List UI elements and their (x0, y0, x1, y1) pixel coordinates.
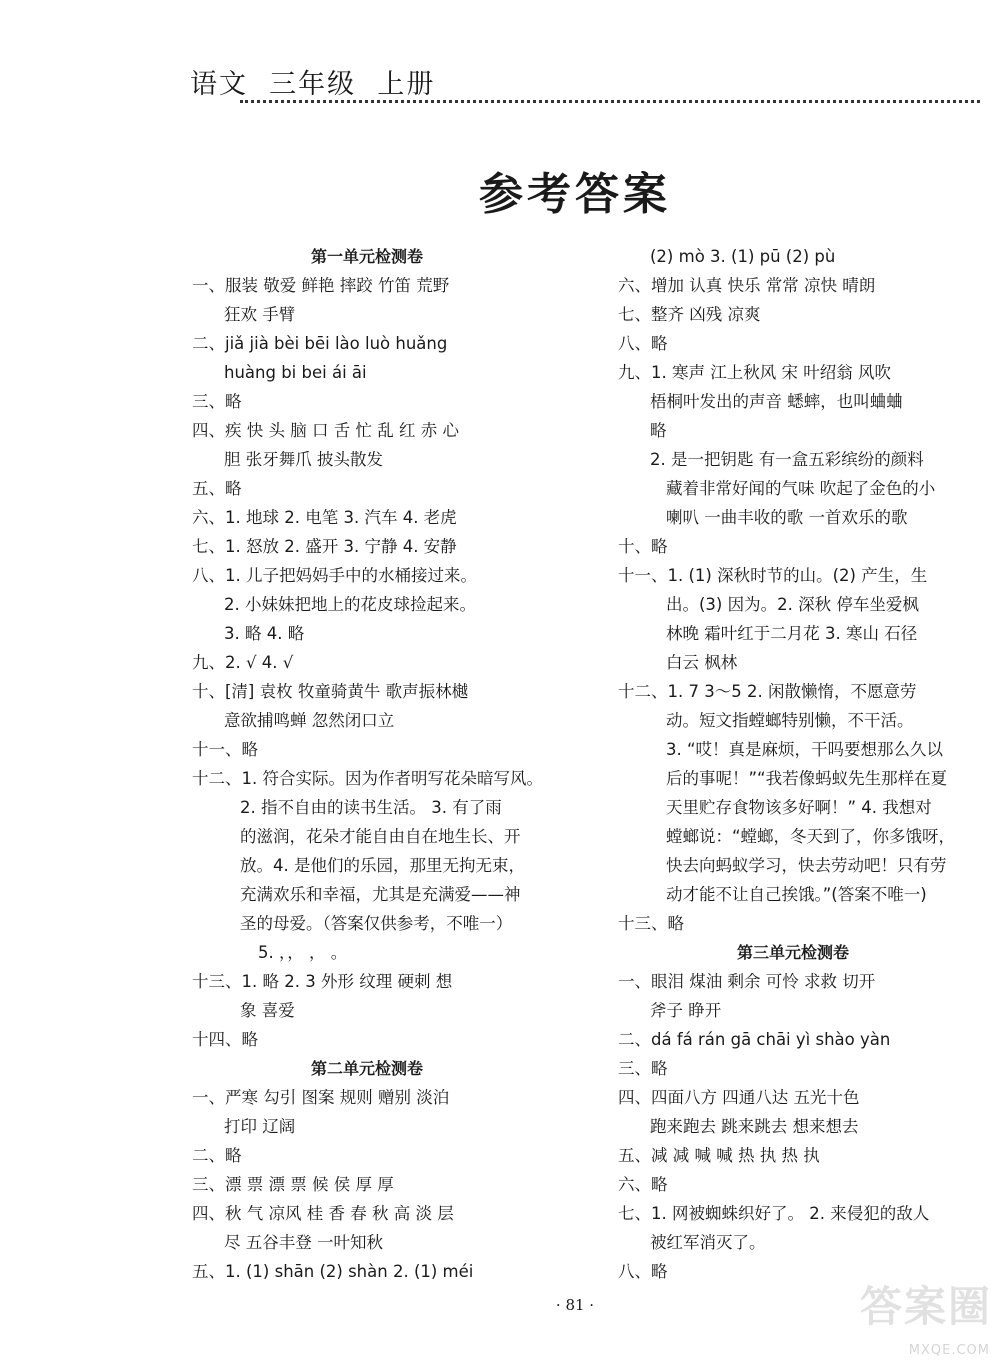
section-heading: 第三单元检测卷 (736, 943, 849, 962)
watermark-text: MXQE.COM (908, 1343, 990, 1358)
answer-line: 林晚 霜叶红于二月花 3. 寒山 石径 (666, 624, 918, 643)
answer-line: 二、略 (192, 1146, 242, 1165)
header-title: 语文 三年级 上册 (190, 69, 436, 100)
answer-line: 一、严寒 勾引 图案 规则 赠别 淡泊 (192, 1088, 450, 1107)
left-column (192, 242, 542, 1286)
right-column (618, 242, 968, 1286)
answer-line: 十二、1. 7 3～5 2. 闲散懒惰，不愿意劳 (618, 682, 917, 701)
answer-line: 十一、1. (1) 深秋时节的山。(2) 产生，生 (618, 566, 928, 585)
answer-line: 打印 辽阔 (224, 1117, 296, 1136)
answer-line: 圣的母爱。（答案仅供参考，不唯一） (240, 914, 513, 933)
answer-line: 十二、1. 符合实际。因为作者明写花朵暗写风。 (192, 769, 543, 788)
answer-line: 七、1. 网被蜘蛛织好了。 2. 来侵犯的敌人 (618, 1204, 930, 1223)
answer-line: 意欲捕鸣蝉 忽然闭口立 (224, 711, 395, 730)
answer-line: 四、四面八方 四通八达 五光十色 (618, 1088, 860, 1107)
answer-line: 天里贮存食物该多好啊！” 4. 我想对 (666, 798, 932, 817)
answer-line: 象 喜爱 (240, 1001, 295, 1020)
answer-line: 喇叭 一曲丰收的歌 一首欢乐的歌 (666, 508, 908, 527)
answer-line: 3. 略 4. 略 (224, 624, 305, 643)
answer-line: 放。4. 是他们的乐园，那里无拘无束， (240, 856, 525, 875)
answer-line: 动。短文指螳螂特别懒，不干活。 (666, 711, 914, 730)
answer-line: 十三、略 (618, 914, 684, 933)
answer-line: 二、jiǎ jià bèi bēi lào luò huǎng (192, 334, 448, 353)
answer-line: 快去向蚂蚁学习，快去劳动吧！只有劳 (666, 856, 947, 875)
answer-line: 三、略 (192, 392, 242, 411)
answer-line: 六、增加 认真 快乐 常常 凉快 晴朗 (618, 276, 876, 295)
answer-line: 2. 指不自由的读书生活。 3. 有了雨 (240, 798, 502, 817)
answer-line: 四、疾 快 头 脑 口 舌 忙 乱 红 赤 心 (192, 421, 459, 440)
answer-line: huàng bi bei ái āi (224, 363, 367, 382)
answer-line: 十三、1. 略 2. 3 外形 纹理 硬刺 想 (192, 972, 453, 991)
answer-line: 五、1. (1) shān (2) shàn 2. (1) méi (192, 1262, 474, 1281)
answer-line: 六、1. 地球 2. 电笔 3. 汽车 4. 老虎 (192, 508, 457, 527)
answer-line: 五、略 (192, 479, 242, 498)
answer-line: (2) mò 3. (1) pū (2) pù (650, 247, 836, 266)
watermark (812, 1272, 992, 1360)
answer-line: 跑来跑去 跳来跳去 想来想去 (650, 1117, 859, 1136)
answer-line: 八、略 (618, 1262, 668, 1281)
answer-line: 尽 五谷丰登 一叶知秋 (224, 1233, 383, 1252)
page-title: 参考答案 (479, 169, 671, 220)
section-heading: 第一单元检测卷 (310, 247, 423, 266)
answer-line: 充满欢乐和幸福，尤其是充满爱——神 (240, 885, 521, 904)
answer-line: 梧桐叶发出的声音 蟋蟀，也叫蛐蛐 (650, 392, 903, 411)
page-number: · 81 · (555, 1296, 595, 1314)
answer-line: 六、略 (618, 1175, 668, 1194)
answer-line: 十四、略 (192, 1030, 258, 1049)
header-dotted-rule (240, 100, 980, 103)
answer-line: 白云 枫林 (666, 653, 738, 672)
answer-line: 一、眼泪 煤油 剩余 可怜 求救 切开 (618, 972, 876, 991)
answer-line: 一、服装 敬爱 鲜艳 摔跤 竹笛 荒野 (192, 276, 450, 295)
answer-line: 略 (650, 421, 667, 440)
answer-line: 2. 是一把钥匙 有一盒五彩缤纷的颜料 (650, 450, 924, 469)
answer-line: 三、略 (618, 1059, 668, 1078)
answer-line: 八、1. 儿子把妈妈手中的水桶接过来。 (192, 566, 477, 585)
answer-line: 5. ，， ， 。 (258, 943, 348, 962)
section-heading: 第二单元检测卷 (310, 1059, 423, 1078)
answer-line: 七、1. 怒放 2. 盛开 3. 宁静 4. 安静 (192, 537, 457, 556)
answer-line: 藏着非常好闻的气味 吹起了金色的小 (666, 479, 936, 498)
answer-line: 出。(3) 因为。2. 深秋 停车坐爱枫 (666, 595, 919, 614)
answer-line: 五、减 减 喊 喊 热 执 热 执 (618, 1146, 820, 1165)
answer-line: 七、整齐 凶残 凉爽 (618, 305, 761, 324)
answer-line: 被红军消灭了。 (650, 1233, 766, 1252)
answer-line: 九、1. 寒声 江上秋风 宋 叶绍翁 风吹 (618, 363, 891, 382)
answer-line: 斧子 睁开 (650, 1001, 722, 1020)
answer-line: 三、漂 票 漂 票 候 侯 厚 厚 (192, 1175, 394, 1194)
answer-line: 九、2. √ 4. √ (192, 653, 294, 672)
answer-line: 后的事呢！”“我若像蚂蚁先生那样在夏 (666, 769, 948, 788)
answer-line: 狂欢 手臂 (224, 305, 296, 324)
answer-line: 的滋润，花朵才能自由自在地生长、开 (240, 827, 521, 846)
answer-line: 四、秋 气 凉风 桂 香 春 秋 高 淡 层 (192, 1204, 454, 1223)
watermark-logo: 答案圈 (859, 1282, 992, 1331)
answer-line: 3. “哎！真是麻烦，干吗要想那么久以 (666, 740, 944, 759)
answer-line: 十、[清] 袁枚 牧童骑黄牛 歌声振林樾 (192, 682, 469, 701)
answer-line: 八、略 (618, 334, 668, 353)
answer-line: 十、略 (618, 537, 668, 556)
answer-line: 十一、略 (192, 740, 258, 759)
answer-line: 二、dá fá rán gā chāi yì shào yàn (618, 1030, 891, 1049)
answer-line: 胆 张牙舞爪 披头散发 (224, 450, 383, 469)
answer-line: 2. 小妹妹把地上的花皮球捡起来。 (224, 595, 476, 614)
answer-line: 动才能不让自己挨饿。”(答案不唯一) (666, 885, 927, 904)
answer-line: 螳螂说：“螳螂，冬天到了，你多饿呀， (666, 827, 956, 846)
